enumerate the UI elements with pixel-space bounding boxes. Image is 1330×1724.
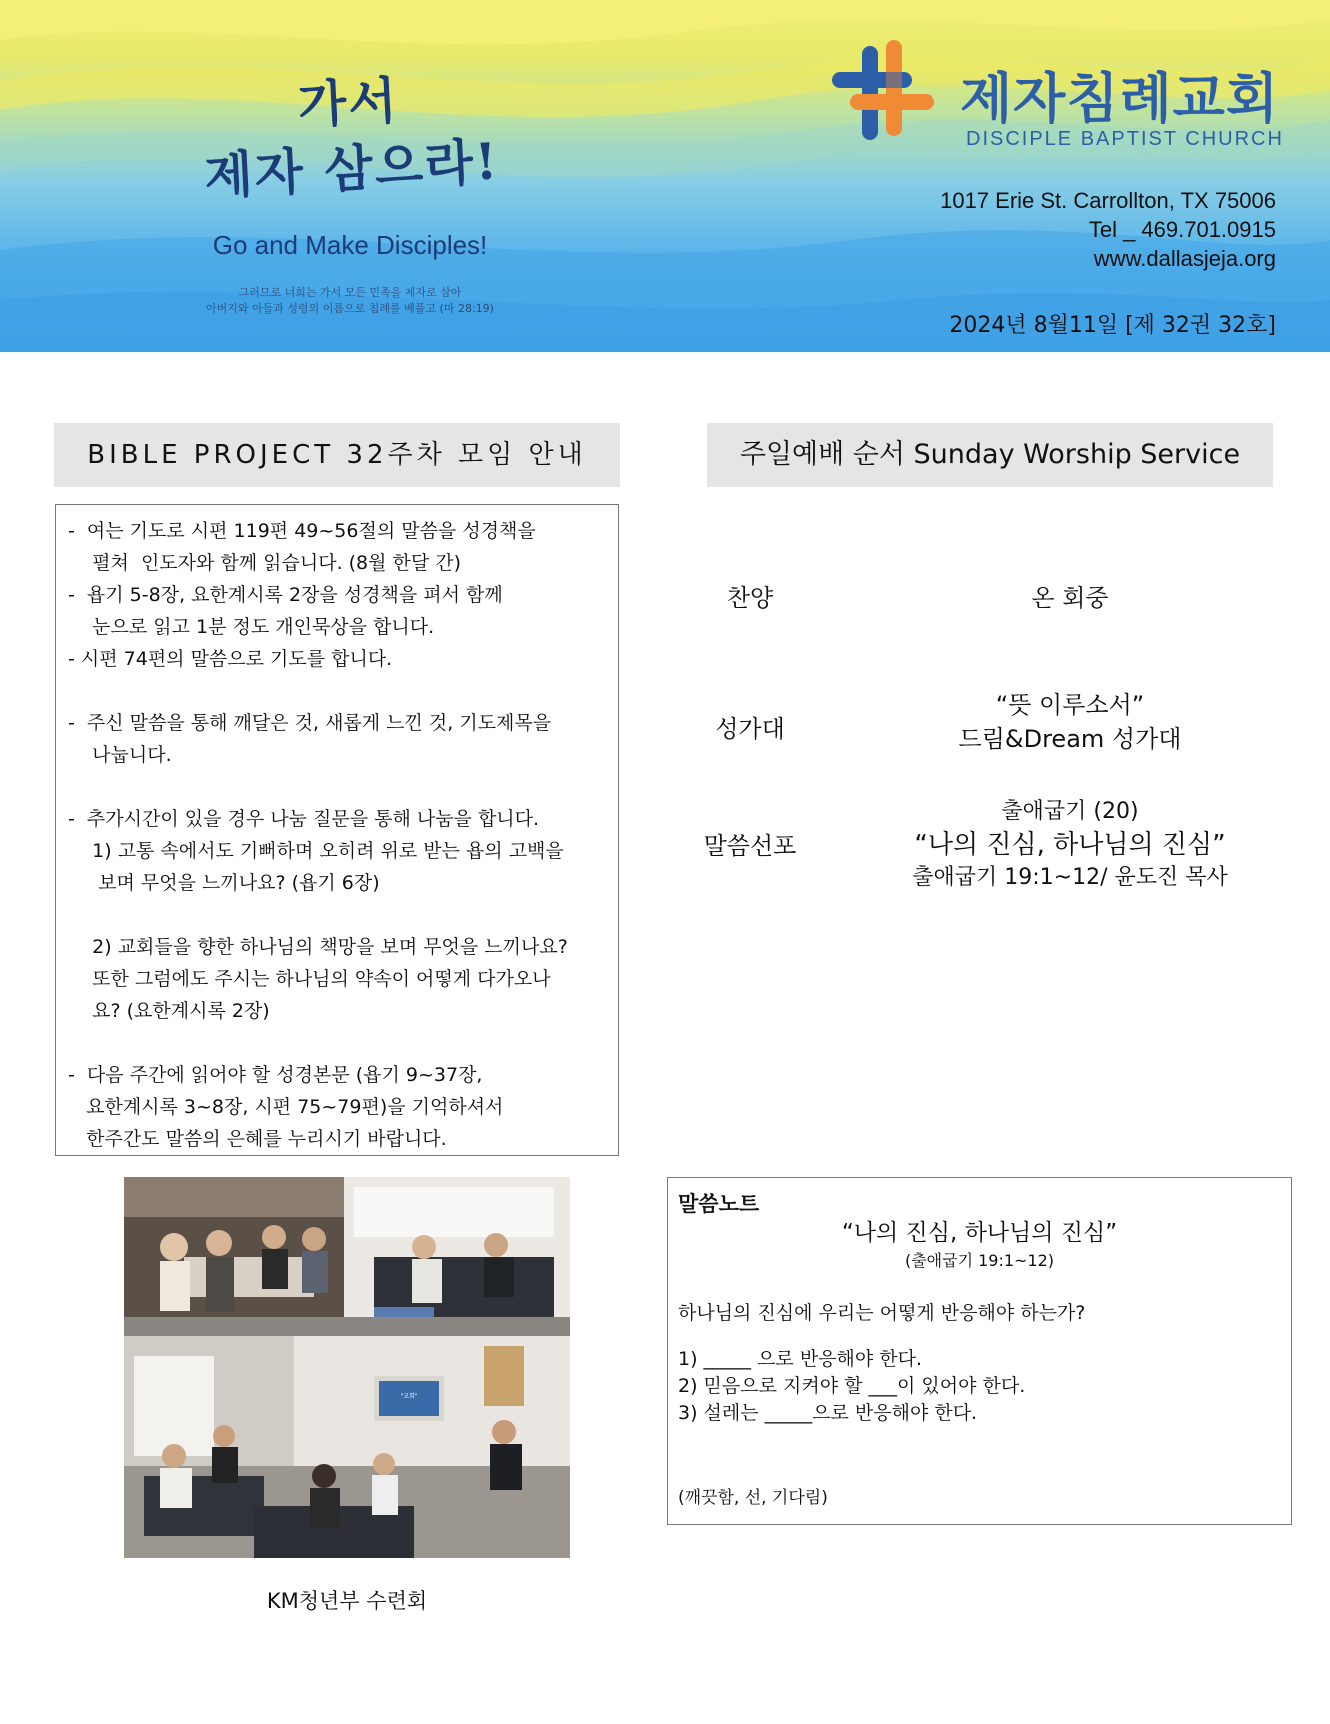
bible-project-line: 눈으로 읽고 1분 정도 개인묵상을 합니다. — [68, 616, 435, 638]
bible-project-line: - 시편 74편의 말씀으로 기도를 합니다. — [68, 648, 393, 670]
bible-project-line: 한주간도 말씀의 은혜를 누리시기 바랍니다. — [68, 1128, 447, 1150]
bible-project-heading: BIBLE PROJECT 32주차 모임 안내 — [54, 423, 620, 487]
slogan-line-2: 제자 삼으라! — [202, 131, 501, 206]
worship-heading: 주일예배 순서 Sunday Worship Service — [707, 423, 1273, 487]
sermon-note-box — [667, 1177, 1292, 1525]
retreat-photo-bottom-image — [124, 1336, 570, 1558]
cross-logo-icon — [828, 38, 938, 148]
verse-reference: (마 28:19) — [439, 302, 494, 315]
church-name-english — [966, 128, 1284, 151]
verse-line-2: 아버지와 아들과 성령의 이름으로 침례를 베풀고 — [206, 302, 437, 315]
verse-text — [150, 285, 550, 317]
retreat-photo-top-image — [124, 1177, 570, 1336]
spacer-line — [68, 899, 610, 931]
spacer-line — [68, 1027, 610, 1059]
sermon-note-title: 말씀노트 — [678, 1192, 760, 1216]
sermon-title: “나의 진심, 하나님의 진심” — [914, 830, 1226, 860]
bible-project-line: 요? (요한계시록 2장) — [68, 1000, 270, 1022]
contact-info — [940, 186, 1276, 273]
bible-project-line: - 주신 말씀을 통해 깨달은 것, 새롭게 느낀 것, 기도제목을 — [68, 712, 552, 734]
retreat-photo-top — [124, 1177, 570, 1336]
bible-project-line: 1) 고통 속에서도 기뻐하며 오히려 위로 받는 욥의 고백을 — [68, 840, 564, 862]
slogan-english: Go and Make Disciples! — [212, 230, 488, 260]
bible-project-line: 또한 그럼에도 주시는 하나님의 약속이 어떻게 다가오나 — [68, 968, 551, 990]
bible-project-line: 펼쳐 인도자와 함께 읽습니다. (8월 한달 간) — [68, 552, 462, 574]
sermon-series: 출애굽기 (20) — [1001, 799, 1139, 824]
slogan-line-1: 가서 — [296, 70, 401, 135]
worship-value-sermon — [880, 796, 1260, 894]
spacer-line — [68, 675, 610, 707]
bible-project-box — [55, 504, 619, 1156]
choir-song-title: “뜻 이루소서” — [995, 691, 1145, 719]
bible-project-line: - 추가시간이 있을 경우 나눔 질문을 통해 나눔을 합니다. — [68, 808, 540, 830]
worship-label-choir: 성가대 — [715, 715, 785, 743]
bible-project-lines — [68, 515, 610, 1155]
church-name-korean: 제자침례교회 — [960, 67, 1279, 130]
header-banner — [0, 0, 1330, 352]
bible-project-line: 요한계시록 3~8장, 시편 75~79편)을 기억하셔서 — [68, 1096, 504, 1118]
sermon-note-blank-2: 2) 믿음으로 지켜야 할 ___이 있어야 한다. — [678, 1375, 1026, 1397]
worship-value-choir — [880, 688, 1260, 756]
worship-label-praise: 찬양 — [726, 584, 774, 612]
verse-line-1: 그러므로 너희는 가서 모든 민족을 제자로 삼아 — [238, 286, 462, 299]
sermon-note-heading: “나의 진심, 하나님의 진심” — [841, 1220, 1118, 1246]
website-link[interactable]: www.dallasjeja.org — [1093, 246, 1276, 271]
bible-project-line: - 욥기 5-8장, 요한계시록 2장을 성경책을 펴서 함께 — [68, 584, 503, 606]
bible-project-line: 나눕니다. — [68, 744, 172, 766]
bible-project-line: - 여는 기도로 시편 119편 49~56절의 말씀을 성경책을 — [68, 520, 536, 542]
retreat-photo-bottom — [124, 1336, 570, 1558]
photo-caption: KM청년부 수련회 — [266, 1589, 428, 1613]
sermon-note-scripture: (출애굽기 19:1~12) — [904, 1251, 1055, 1270]
sermon-note-blank-1: 1) _____ 으로 반응해야 한다. — [678, 1348, 923, 1370]
issue-date: 2024년 8월11일 [제 32권 32호] — [949, 313, 1276, 338]
slogan-korean — [157, 60, 543, 212]
sermon-scripture-preacher: 출애굽기 19:1~12/ 윤도진 목사 — [912, 865, 1228, 890]
church-name-en-part1: DISCIPLE — [966, 128, 1074, 150]
sermon-note-blank-3: 3) 설레는 _____으로 반응해야 한다. — [678, 1402, 978, 1424]
church-name-en-part2: BAPTIST CHURCH — [1080, 128, 1284, 150]
worship-value-praise: 온 회중 — [1031, 584, 1109, 612]
choir-name: 드림&Dream 성가대 — [958, 725, 1182, 753]
sermon-note-question: 하나님의 진심에 우리는 어떻게 반응해야 하는가? — [678, 1302, 1086, 1324]
bible-project-line: 2) 교회들을 향한 하나님의 책망을 보며 무엇을 느끼나요? — [68, 936, 568, 958]
telephone: Tel _ 469.701.0915 — [1088, 217, 1276, 242]
tv-screen-text: "교회" — [400, 1393, 418, 1400]
bible-project-line: - 다음 주간에 읽어야 할 성경본문 (욥기 9~37장, — [68, 1064, 483, 1086]
spacer-line — [68, 771, 610, 803]
address: 1017 Erie St. Carrollton, TX 75006 — [940, 188, 1276, 213]
worship-label-sermon: 말씀선포 — [703, 832, 797, 860]
bible-project-line: 보며 무엇을 느끼나요? (욥기 6장) — [68, 872, 380, 894]
sermon-note-answers: (깨끗함, 선, 기다림) — [678, 1488, 828, 1508]
